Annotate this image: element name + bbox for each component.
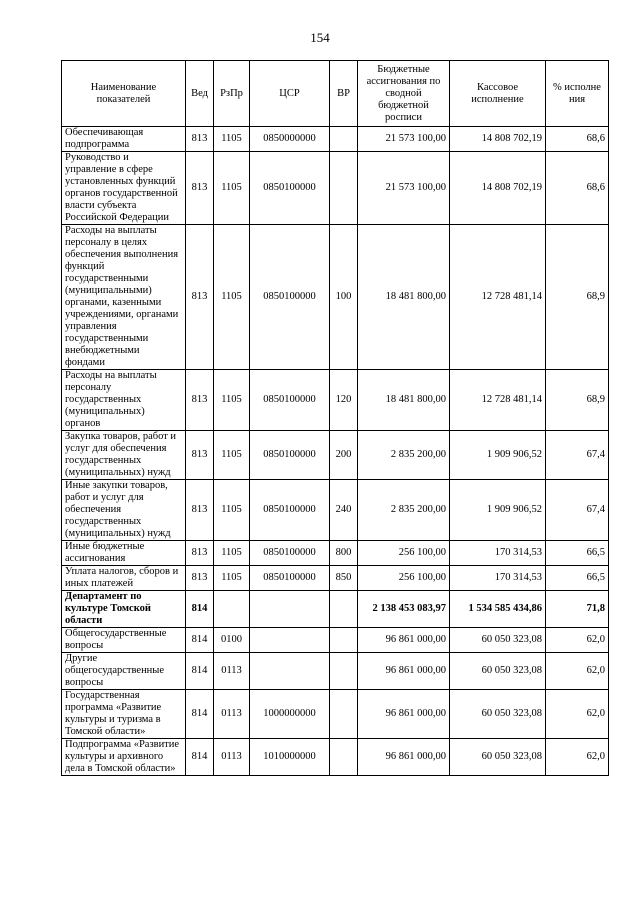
table-row (62, 628, 609, 653)
row-ved: 813 (186, 127, 214, 152)
header-csr: ЦСР (250, 61, 330, 127)
row-name: Другие общегосударственные вопросы (62, 653, 186, 690)
row-cash-execution: 1 909 906,52 (450, 431, 546, 480)
row-assignments: 18 481 800,00 (358, 370, 450, 431)
table-row (62, 152, 609, 225)
row-assignments: 2 138 453 083,97 (358, 591, 450, 628)
header-assignments: Бюджетные ассигнования по сводной бюджетной росписи (358, 61, 450, 127)
row-percent: 62,0 (546, 690, 609, 739)
row-cash-execution: 60 050 323,08 (450, 690, 546, 739)
row-ved: 813 (186, 431, 214, 480)
row-rzpr: 1105 (214, 127, 250, 152)
row-assignments: 96 861 000,00 (358, 653, 450, 690)
row-assignments: 256 100,00 (358, 541, 450, 566)
row-name: Обеспечивающая подпрограмма (62, 127, 186, 152)
row-name: Расходы на выплаты персоналу государственных (муниципальных) органов (62, 370, 186, 431)
row-percent: 66,5 (546, 541, 609, 566)
row-rzpr: 0100 (214, 628, 250, 653)
row-rzpr: 1105 (214, 370, 250, 431)
row-ved: 814 (186, 690, 214, 739)
row-rzpr: 0113 (214, 739, 250, 776)
row-vr: 240 (330, 480, 358, 541)
row-ved: 813 (186, 152, 214, 225)
row-csr (250, 591, 330, 628)
header-name: Наименование показателей (62, 61, 186, 127)
table-row (62, 431, 609, 480)
table-row (62, 541, 609, 566)
table-row (62, 480, 609, 541)
row-rzpr: 1105 (214, 431, 250, 480)
table-row (62, 225, 609, 370)
row-percent: 67,4 (546, 431, 609, 480)
table-row (62, 653, 609, 690)
row-cash-execution: 170 314,53 (450, 541, 546, 566)
header-cash-execution: Кассовое исполнение (450, 61, 546, 127)
row-assignments: 18 481 800,00 (358, 225, 450, 370)
header-vr: ВР (330, 61, 358, 127)
row-percent: 66,5 (546, 566, 609, 591)
row-vr (330, 591, 358, 628)
row-vr (330, 127, 358, 152)
row-cash-execution: 60 050 323,08 (450, 739, 546, 776)
row-cash-execution: 60 050 323,08 (450, 628, 546, 653)
row-ved: 813 (186, 370, 214, 431)
row-cash-execution: 60 050 323,08 (450, 653, 546, 690)
budget-execution-table (61, 60, 609, 776)
row-name: Руководство и управление в сфере установленных функций органов государственной власти субъекта Российской Федерации (62, 152, 186, 225)
row-ved: 814 (186, 653, 214, 690)
row-rzpr (214, 591, 250, 628)
row-ved: 813 (186, 541, 214, 566)
row-csr: 0850100000 (250, 566, 330, 591)
row-assignments: 96 861 000,00 (358, 739, 450, 776)
row-assignments: 96 861 000,00 (358, 690, 450, 739)
table-row (62, 591, 609, 628)
row-percent: 67,4 (546, 480, 609, 541)
row-cash-execution: 1 534 585 434,86 (450, 591, 546, 628)
row-assignments: 256 100,00 (358, 566, 450, 591)
row-rzpr: 1105 (214, 566, 250, 591)
row-cash-execution: 170 314,53 (450, 566, 546, 591)
table-row (62, 127, 609, 152)
row-vr (330, 690, 358, 739)
header-percent-execution: % исполне ния (546, 61, 609, 127)
row-csr: 0850000000 (250, 127, 330, 152)
row-name: Уплата налогов, сборов и иных платежей (62, 566, 186, 591)
row-assignments: 2 835 200,00 (358, 480, 450, 541)
row-rzpr: 1105 (214, 480, 250, 541)
row-cash-execution: 14 808 702,19 (450, 127, 546, 152)
row-vr (330, 628, 358, 653)
row-name: Иные закупки товаров, работ и услуг для обеспечения государственных (муниципальных) нужд (62, 480, 186, 541)
row-csr: 0850100000 (250, 541, 330, 566)
row-vr: 800 (330, 541, 358, 566)
row-ved: 813 (186, 225, 214, 370)
row-rzpr: 0113 (214, 653, 250, 690)
row-vr (330, 739, 358, 776)
row-percent: 62,0 (546, 739, 609, 776)
row-name: Общегосударственные вопросы (62, 628, 186, 653)
row-name: Государственная программа «Развитие культуры и туризма в Томской области» (62, 690, 186, 739)
row-percent: 62,0 (546, 653, 609, 690)
row-name: Подпрограмма «Развитие культуры и архивного дела в Томской области» (62, 739, 186, 776)
row-ved: 814 (186, 628, 214, 653)
row-csr: 1010000000 (250, 739, 330, 776)
row-csr (250, 653, 330, 690)
row-csr (250, 628, 330, 653)
row-assignments: 21 573 100,00 (358, 152, 450, 225)
row-rzpr: 1105 (214, 225, 250, 370)
row-csr: 0850100000 (250, 225, 330, 370)
row-cash-execution: 1 909 906,52 (450, 480, 546, 541)
table-row (62, 566, 609, 591)
row-cash-execution: 12 728 481,14 (450, 225, 546, 370)
row-vr (330, 653, 358, 690)
row-csr: 0850100000 (250, 370, 330, 431)
row-vr: 100 (330, 225, 358, 370)
row-assignments: 21 573 100,00 (358, 127, 450, 152)
row-rzpr: 1105 (214, 152, 250, 225)
row-vr: 200 (330, 431, 358, 480)
row-assignments: 96 861 000,00 (358, 628, 450, 653)
row-percent: 62,0 (546, 628, 609, 653)
header-rzpr: РзПр (214, 61, 250, 127)
row-ved: 813 (186, 480, 214, 541)
row-ved: 814 (186, 591, 214, 628)
table-row (62, 690, 609, 739)
row-percent: 71,8 (546, 591, 609, 628)
row-cash-execution: 14 808 702,19 (450, 152, 546, 225)
row-name: Департамент по культуре Томской области (62, 591, 186, 628)
row-csr: 0850100000 (250, 152, 330, 225)
row-cash-execution: 12 728 481,14 (450, 370, 546, 431)
row-name: Закупка товаров, работ и услуг для обеспечения государственных (муниципальных) нужд (62, 431, 186, 480)
row-percent: 68,6 (546, 152, 609, 225)
row-name: Расходы на выплаты персоналу в целях обеспечения выполнения функций государственными (муниципальными) органами, казенными учреждениями, органами управления государственными внебюджетными фондами (62, 225, 186, 370)
row-name: Иные бюджетные ассигнования (62, 541, 186, 566)
row-ved: 814 (186, 739, 214, 776)
table-row (62, 370, 609, 431)
table-header-row (62, 61, 609, 127)
row-rzpr: 1105 (214, 541, 250, 566)
row-vr: 850 (330, 566, 358, 591)
header-ved: Вед (186, 61, 214, 127)
row-csr: 0850100000 (250, 480, 330, 541)
row-vr: 120 (330, 370, 358, 431)
table-body (62, 127, 609, 776)
row-assignments: 2 835 200,00 (358, 431, 450, 480)
row-vr (330, 152, 358, 225)
table-row (62, 739, 609, 776)
row-percent: 68,6 (546, 127, 609, 152)
row-rzpr: 0113 (214, 690, 250, 739)
row-percent: 68,9 (546, 370, 609, 431)
row-ved: 813 (186, 566, 214, 591)
row-csr: 0850100000 (250, 431, 330, 480)
row-csr: 1000000000 (250, 690, 330, 739)
page-number: 154 (310, 30, 330, 45)
row-percent: 68,9 (546, 225, 609, 370)
